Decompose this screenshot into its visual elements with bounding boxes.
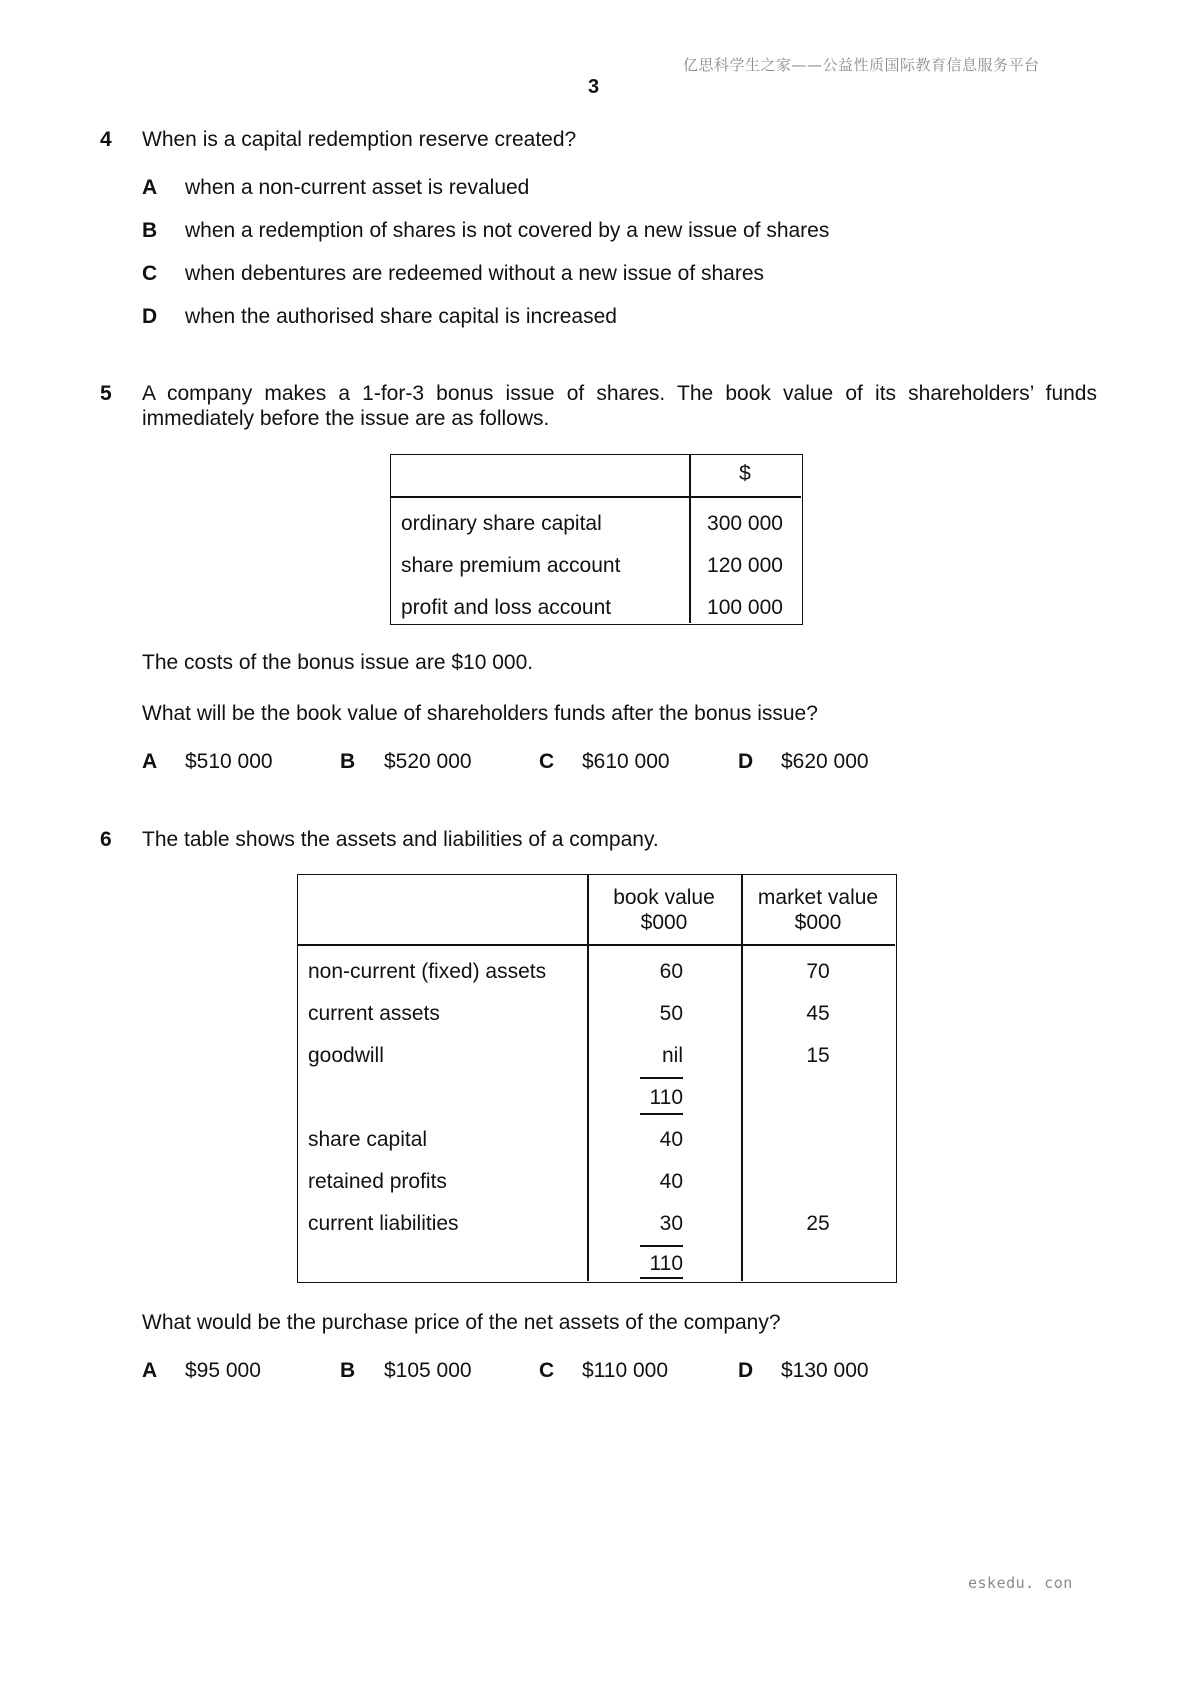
q6-total-rule	[640, 1277, 683, 1279]
q6-option-a-text: $95 000	[185, 1359, 261, 1382]
q4-option-c-letter: C	[142, 262, 158, 285]
question-4-stem: When is a capital redemption reserve created?	[142, 128, 577, 151]
q5-option-d-text: $620 000	[781, 750, 869, 773]
q6-subtotal-rule	[640, 1077, 683, 1079]
q6-header-book-line1: book value	[613, 886, 715, 909]
q5-option-a-text: $510 000	[185, 750, 273, 773]
question-6-stem: The table shows the assets and liabilities of a company.	[142, 828, 659, 851]
question-5-stem-line1: A company makes a 1-for-3 bonus issue of shares. The book value of its shareholders’ funds	[142, 382, 1097, 405]
q6-row-label: non-current (fixed) assets	[308, 960, 547, 983]
q5-option-d-letter: D	[738, 750, 754, 773]
q4-option-b-letter: B	[142, 219, 158, 242]
q5-row-value: 120 000	[707, 554, 783, 577]
q6-total-rule	[640, 1113, 683, 1115]
q4-option-d-text: when the authorised share capital is increased	[185, 305, 617, 328]
q6-row-market: 15	[806, 1044, 830, 1067]
q6-row-market: 45	[806, 1002, 830, 1025]
q6-row-book: 110	[649, 1252, 683, 1275]
q6-table	[297, 874, 897, 1283]
q6-row-book: 50	[659, 1002, 683, 1025]
q4-option-a-text: when a non-current asset is revalued	[185, 176, 530, 199]
q6-option-b-text: $105 000	[384, 1359, 472, 1382]
question-4-number: 4	[100, 128, 112, 151]
q6-question: What would be the purchase price of the net assets of the company?	[142, 1311, 781, 1334]
q5-row-value: 100 000	[707, 596, 783, 619]
q6-row-book: 40	[659, 1170, 683, 1193]
q6-row-book: 60	[659, 960, 683, 983]
question-5-number: 5	[100, 382, 112, 405]
q5-table-header-dollar: $	[739, 462, 751, 485]
q6-row-label: share capital	[308, 1128, 428, 1151]
q6-row-label: retained profits	[308, 1170, 447, 1193]
q6-row-label: goodwill	[308, 1044, 384, 1067]
q5-row-label: ordinary share capital	[401, 512, 602, 535]
q6-row-label: current assets	[308, 1002, 440, 1025]
q6-header-market-line2: $000	[794, 911, 842, 934]
watermark-footer: eskedu. con	[968, 1574, 1073, 1592]
q6-option-a-letter: A	[142, 1359, 158, 1382]
q6-row-market: 25	[806, 1212, 830, 1235]
q6-row-book: 110	[649, 1086, 683, 1109]
q5-row-label: share premium account	[401, 554, 621, 577]
q5-row-value: 300 000	[707, 512, 783, 535]
q5-option-c-text: $610 000	[582, 750, 670, 773]
q5-option-b-letter: B	[340, 750, 356, 773]
q4-option-d-letter: D	[142, 305, 158, 328]
q6-option-c-letter: C	[539, 1359, 555, 1382]
q6-option-d-letter: D	[738, 1359, 754, 1382]
page-number: 3	[588, 76, 600, 98]
q6-subtotal-rule	[640, 1245, 683, 1247]
question-5-stem-line2: immediately before the issue are as follows.	[142, 407, 550, 430]
q6-option-c-text: $110 000	[582, 1359, 669, 1382]
q5-table	[390, 454, 803, 625]
q6-row-book: 30	[659, 1212, 683, 1235]
q5-note: The costs of the bonus issue are $10 000.	[142, 651, 534, 674]
q6-option-b-letter: B	[340, 1359, 356, 1382]
q5-question: What will be the book value of shareholders funds after the bonus issue?	[142, 702, 818, 725]
q6-row-book: 40	[659, 1128, 683, 1151]
q6-row-label: current liabilities	[308, 1212, 459, 1235]
question-6-number: 6	[100, 828, 112, 851]
q4-option-c-text: when debentures are redeemed without a new issue of shares	[185, 262, 765, 285]
q5-option-a-letter: A	[142, 750, 158, 773]
q6-option-d-text: $130 000	[781, 1359, 869, 1382]
q5-option-c-letter: C	[539, 750, 555, 773]
q4-option-b-text: when a redemption of shares is not covered by a new issue of shares	[185, 219, 830, 242]
q4-option-a-letter: A	[142, 176, 158, 199]
watermark-header: 亿思科学生之家——公益性质国际教育信息服务平台	[683, 56, 1040, 74]
q6-row-book: nil	[661, 1044, 683, 1067]
q5-option-b-text: $520 000	[384, 750, 472, 773]
q5-row-label: profit and loss account	[401, 596, 612, 619]
q6-row-market: 70	[806, 960, 830, 983]
q6-header-market-line1: market value	[757, 886, 879, 909]
q6-header-book-line2: $000	[640, 911, 688, 934]
